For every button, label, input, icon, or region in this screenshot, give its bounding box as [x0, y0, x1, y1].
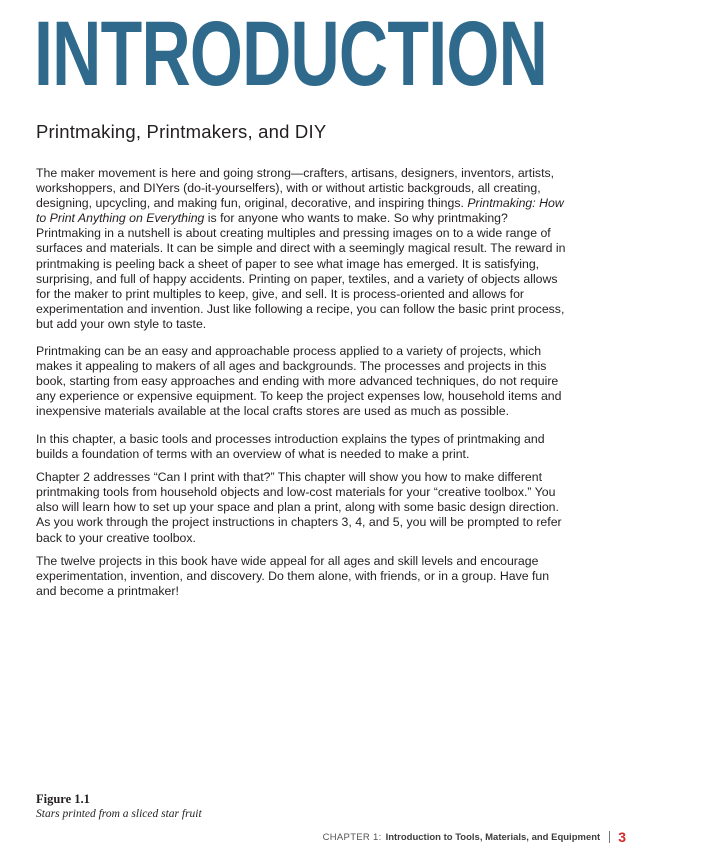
book-title: Printmaking: How to Print Anything on Everything [36, 196, 564, 226]
page-number: 3 [618, 829, 626, 845]
footer-chapter-title: Introduction to Tools, Materials, and Equipment [385, 831, 601, 843]
figure-caption [36, 792, 202, 822]
paragraph-5: The twelve projects in this book have wide appeal for all ages and skill levels and encourage experimentation, invention, and discovery. Do them alone, with friends, or in a group. Have fun and become a printmaker! [36, 554, 550, 599]
figure-label: Figure 1.1 [36, 792, 90, 806]
footer-divider [609, 831, 610, 843]
figure-caption-text: Stars printed from a sliced star fruit [36, 808, 202, 820]
chapter-title [34, 3, 548, 105]
paragraph-4: Chapter 2 addresses “Can I print with that?” This chapter will show you how to make different printmaking tools from household objects and low-cost materials for your “creative toolbox.” You also will learn how to set up your space and plan a print, along with some basic design direction. As you work through the project instructions in chapters 3, 4, and 5, you will be prompted to refer back to your creative toolbox. [36, 470, 562, 545]
paragraph-1 [36, 166, 566, 332]
paragraph-1-rest: is for anyone who wants to make. So why printmaking? Printmaking in a nutshell is about creating multiples and pressing images on to a wide range of surfaces and materials. It can be simple and direct with a seemingly magical result. The reward in printmaking is peeling back a sheet of paper to see what image has emerged. It is satisfying, surprising, and full of happy accidents. Printing on paper, textiles, and a variety of objects allows for the maker to print multiples to keep, give, and sell. It is process-oriented and allows for experimentation and invention. Just like following a recipe, you can follow the basic print process, but add your own style to taste. [36, 211, 566, 331]
footer-chapter: CHAPTER 1: [322, 831, 382, 843]
section-subtitle: Printmaking, Printmakers, and DIY [36, 121, 327, 142]
page-footer [323, 829, 626, 845]
paragraph-2: Printmaking can be an easy and approachable process applied to a variety of projects, which makes it appealing to makers of all ages and backgrounds. The processes and projects in this book, starting from easy approaches and ending with more advanced techniques, do not require any experience or expensive equipment. To keep the project expenses low, household items and inexpensive materials available at the local crafts stores are used as much as possible. [36, 344, 562, 419]
paragraph-3: In this chapter, a basic tools and processes introduction explains the types of printmaking and builds a foundation of terms with an overview of what is needed to make a print. [36, 431, 545, 461]
paragraph-1-opening: The maker movement is here and going strong—crafters, artisans, designers, inventors, artists, workshoppers, and DIYers (do-it-yourselfers), with or without artistic backgrouds, all creating, designing, upcycling, and making fun, original, decorative, and inspiring things. [36, 166, 555, 211]
body-text [36, 166, 566, 608]
chapter-title-text: INTRODUCTION [34, 3, 548, 105]
